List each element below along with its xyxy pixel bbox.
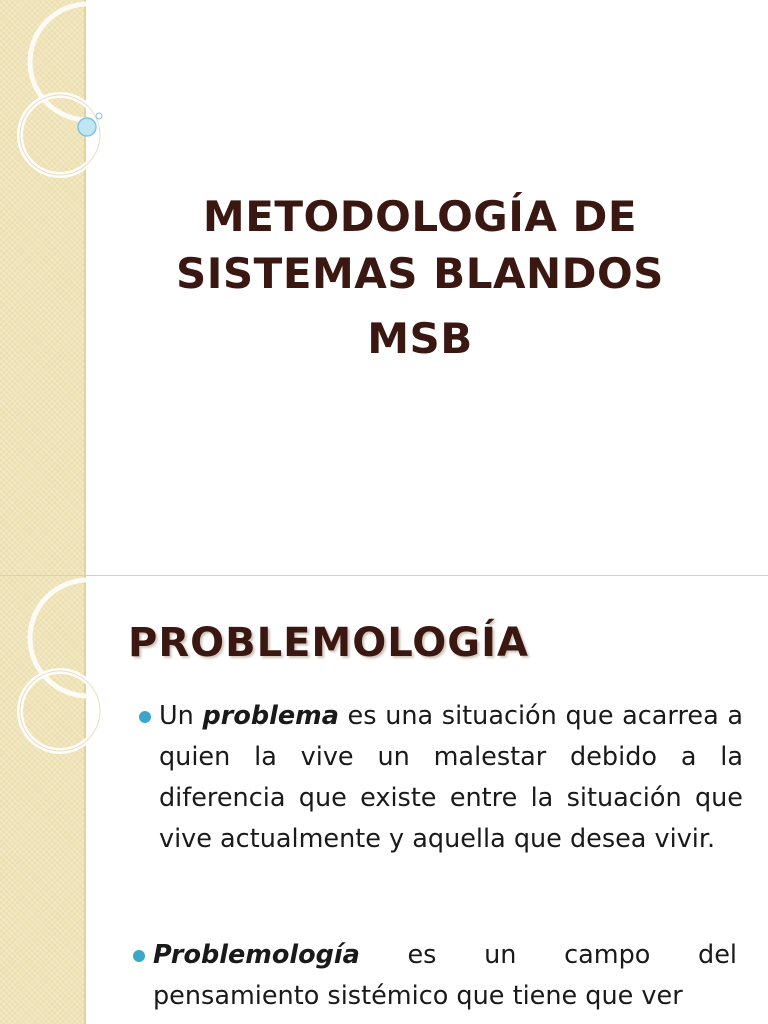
- title-line-1: METODOLOGÍA DE: [202, 192, 638, 241]
- bullet-text: es un campo del pensamiento sistémico que tiene que ver: [153, 940, 737, 1011]
- title-line-3: MSB: [367, 314, 473, 363]
- bullet-text: es una situación que acarrea a quien la vive un malestar debido a la diferencia que existe entre la situación que vive actualmente y aquella que desea vivir.: [159, 701, 743, 854]
- bullet-emphasis: Problemología: [153, 940, 360, 970]
- problemologia-slide: [0, 576, 768, 1024]
- bullet-lead: Un: [159, 701, 203, 731]
- bullet-dot-icon: [133, 950, 145, 962]
- decorative-rings-icon: [0, 0, 110, 190]
- bullet-emphasis: problema: [202, 701, 339, 731]
- bullet-item-1: [159, 696, 743, 860]
- title-line-2: SISTEMAS BLANDOS: [176, 249, 664, 298]
- decorative-rings-icon: [0, 576, 110, 766]
- bullet-dot-icon: [139, 711, 151, 723]
- slide-title: [100, 188, 740, 367]
- bullet-item-2: [153, 935, 737, 1017]
- section-heading: PROBLEMOLOGÍA: [128, 620, 529, 666]
